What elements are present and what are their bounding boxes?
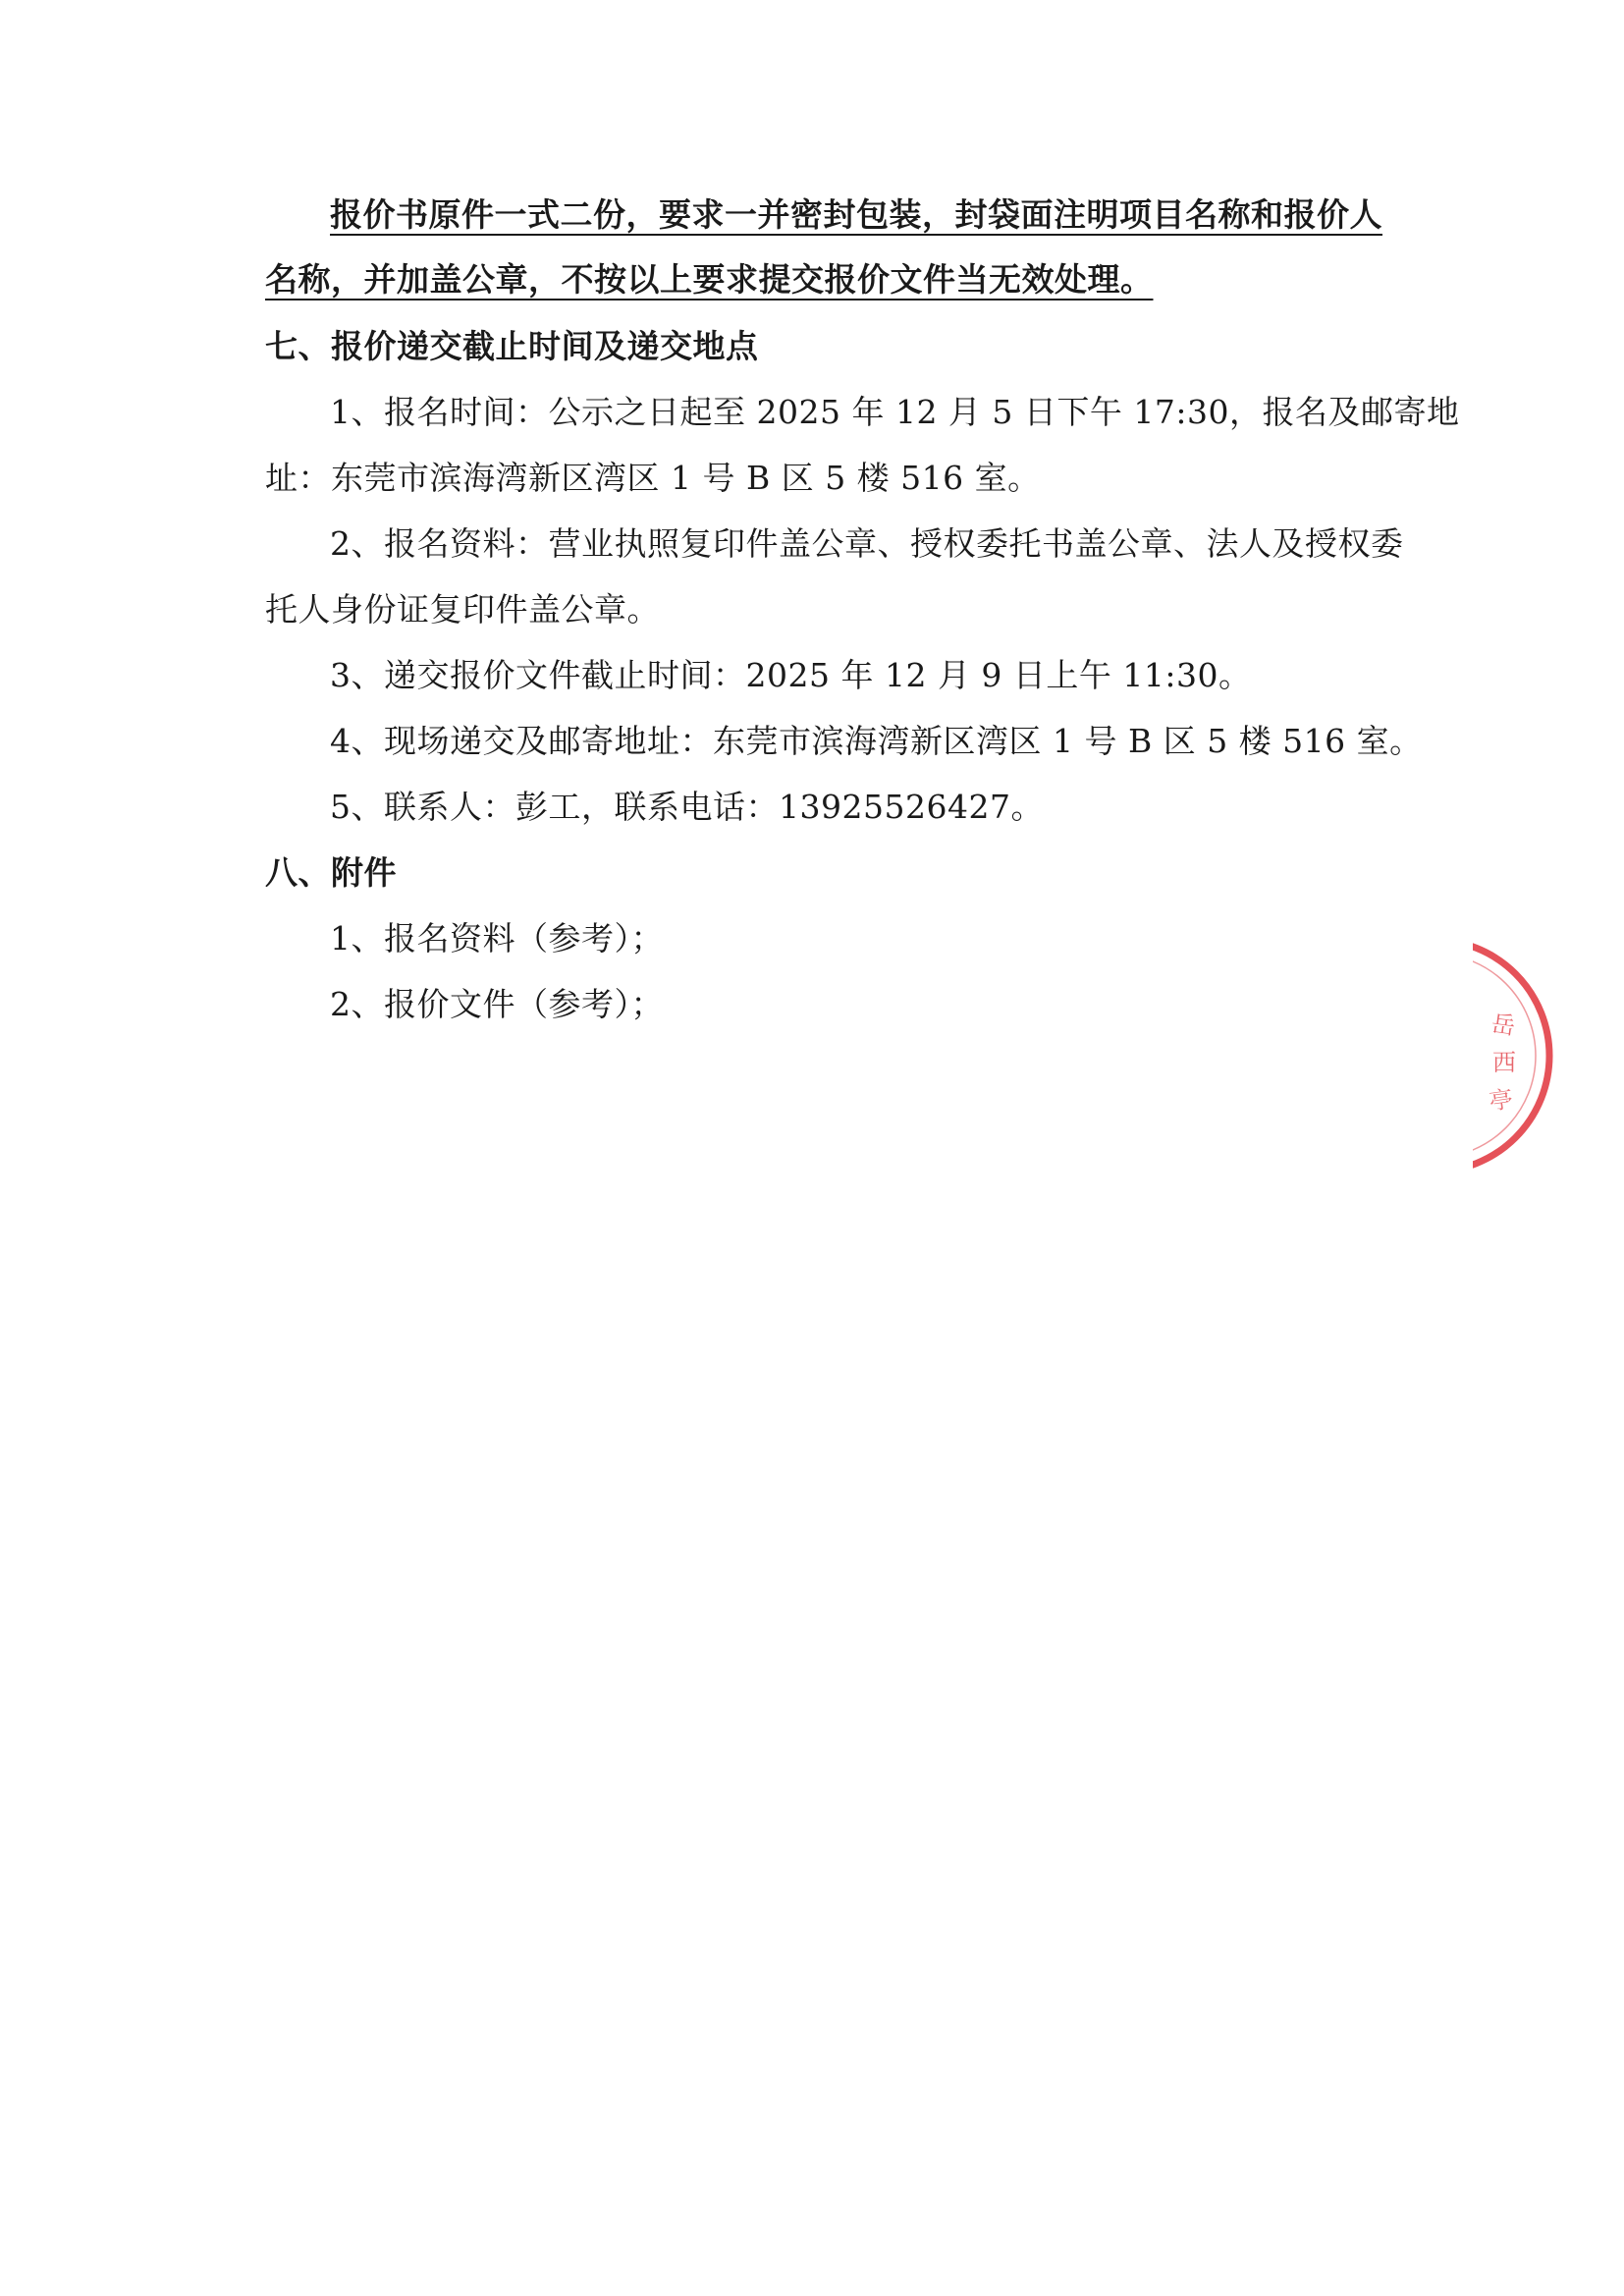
intro-paragraph-line-1: 报价书原件一式二份，要求一并密封包装，封袋面注明项目名称和报价人 xyxy=(330,195,1382,234)
section-7-item-5: 5、联系人：彭工，联系电话：13925526427。 xyxy=(330,788,1044,826)
section-7-item-4: 4、现场递交及邮寄地址：东莞市滨海湾新区湾区 1 号 B 区 5 楼 516 室。 xyxy=(330,722,1423,760)
section-8-heading: 八、附件 xyxy=(265,853,397,892)
company-seal-icon xyxy=(1473,933,1561,1178)
section-7-item-2-line-2: 托人身份证复印件盖公章。 xyxy=(265,590,660,629)
section-7-heading: 七、报价递交截止时间及递交地点 xyxy=(265,327,759,365)
section-8-item-1: 1、报名资料（参考）； xyxy=(330,919,664,957)
section-7-item-1-line-2: 址：东莞市滨海湾新区湾区 1 号 B 区 5 楼 516 室。 xyxy=(265,459,1041,497)
svg-text:岳: 岳 xyxy=(1489,1010,1517,1041)
section-7-item-1-line-1: 1、报名时间：公示之日起至 2025 年 12 月 5 日下午 17:30，报名及邮寄地 xyxy=(330,393,1460,431)
section-7-item-3: 3、递交报价文件截止时间：2025 年 12 月 9 日上午 11:30。 xyxy=(330,656,1252,694)
section-8-item-2: 2、报价文件（参考）； xyxy=(330,985,664,1023)
svg-text:亭: 亭 xyxy=(1487,1084,1515,1116)
svg-text:西: 西 xyxy=(1492,1049,1516,1076)
section-7-item-2-line-1: 2、报名资料：营业执照复印件盖公章、授权委托书盖公章、法人及授权委 xyxy=(330,524,1404,563)
intro-paragraph-line-2: 名称，并加盖公章，不按以上要求提交报价文件当无效处理。 xyxy=(265,260,1154,299)
